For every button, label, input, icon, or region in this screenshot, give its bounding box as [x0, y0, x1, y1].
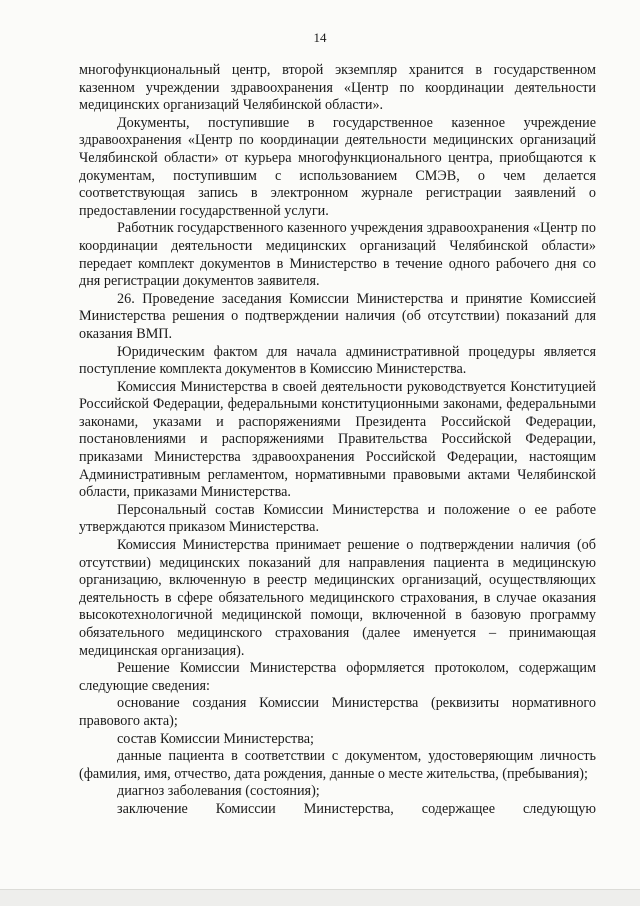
paragraph: Персональный состав Комиссии Министерства и положение о ее работе утверждаются приказом Министерства.: [79, 501, 596, 536]
section-heading-26: 26. Проведение заседания Комиссии Министерства и принятие Комиссией Министерства решения о подтверждении наличия (об отсутствии) показаний для оказания ВМП.: [79, 290, 596, 342]
page-bottom-edge: [0, 889, 640, 906]
list-item: состав Комиссии Министерства;: [117, 730, 314, 747]
list-item: данные пациента в соответствии с документом, удостоверяющим личность (фамилия, имя, отчество, дата рождения, данные о месте жительства, (пребывания);: [79, 748, 596, 782]
paragraph: Комиссия Министерства в своей деятельности руководствуется Конституцией Российской Федерации, федеральными конституционными законами, федеральными законами, указами и распоряжениями Президента Российской Федерации, постановлениями и распоряжениями Правительства Российской Федерации, приказами Министерства здравоохранения Российской Федерации, настоящим Административным регламентом, нормативными правовыми актами Челябинской области, приказами Министерства.: [79, 378, 596, 501]
document-body: [79, 62, 596, 819]
paragraph: многофункциональный центр, второй экземпляр хранится в государственном казенном учреждении здравоохранения «Центр по координации деятельности медицинских организаций Челябинской области».: [79, 62, 596, 114]
list-item: заключение Комиссии Министерства, содержащее следующую: [117, 800, 596, 817]
list-item: основание создания Комиссии Министерства (реквизиты нормативного правового акта);: [79, 695, 596, 729]
page-number: 14: [313, 30, 327, 45]
paragraph: Документы, поступившие в государственное казенное учреждение здравоохранения «Центр по координации деятельности медицинских организаций Челябинской области» от курьера многофункционального центра, приобщаются к документам, поступившим с использованием СМЭВ, о чем делается соответствующая запись в электронном журнале регистрации заявлений о предоставлении государственной услуги.: [79, 114, 596, 219]
paragraph: Решение Комиссии Министерства оформляется протоколом, содержащим следующие сведения:: [79, 660, 596, 694]
paragraph: Работник государственного казенного учреждения здравоохранения «Центр по координации деятельности медицинских организаций Челябинской области» передает комплект документов в Министерство в течение одного рабочего дня со дня регистрации документов заявителя.: [79, 220, 596, 290]
list-item: диагноз заболевания (состояния);: [117, 783, 320, 800]
paragraph: Юридическим фактом для начала административной процедуры является поступление комплекта документов в Комиссию Министерства.: [79, 343, 596, 378]
paragraph: Комиссия Министерства принимает решение о подтверждении наличия (об отсутствии) медицинских показаний для направления пациента в медицинскую организацию, включенную в реестр медицинских организаций, осуществляющих деятельность в сфере обязательного медицинского страхования, в случае оказания высокотехнологичной медицинской помощи, включенной в базовую программу обязательного медицинского страхования (далее именуется – принимающая медицинская организация).: [79, 537, 596, 659]
